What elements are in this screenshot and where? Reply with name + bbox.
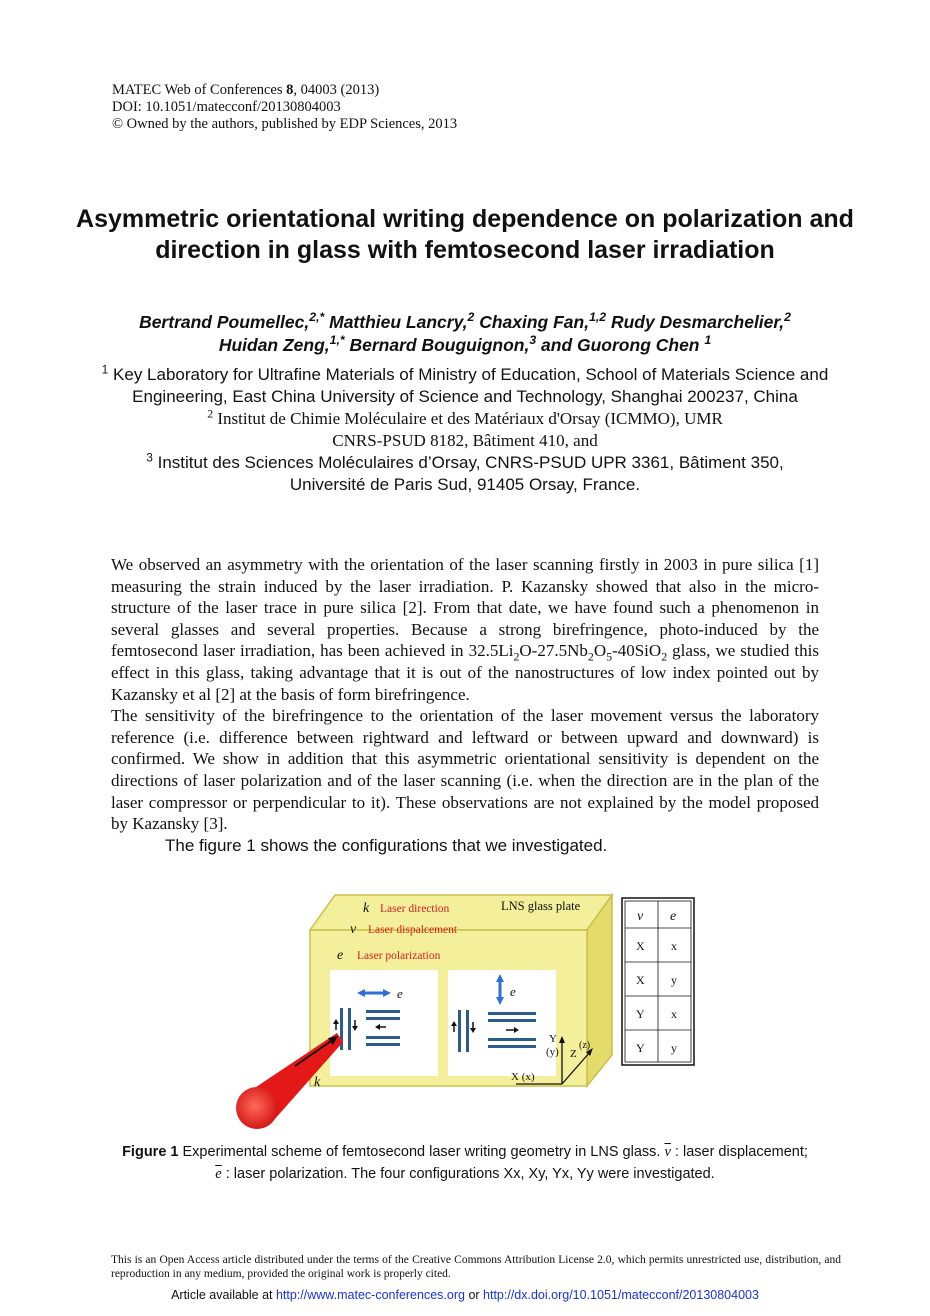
body-text <box>111 554 819 856</box>
affiliations <box>80 364 850 496</box>
table-header-e: e <box>670 909 677 924</box>
author: Chaxing Fan,$^{1,2}$ <box>474 310 607 332</box>
affiliation: $^1$ Key Laboratory for Ultrafine Materials of Ministry of Education, School of Materials Science and Engineering, East China University of Science and Technology, Shanghai 200237, China <box>101 362 829 406</box>
table-cell: x <box>671 939 677 953</box>
affiliation: $^2$ Institut de Chimie Moléculaire et des Matériaux d'Orsay (ICMMO), UMR CNRS-PSUD 8182, Bâtiment 410, and <box>207 406 723 450</box>
author: Matthieu Lancry,$^2$ <box>324 310 475 332</box>
journal-link[interactable]: http://www.matec-conferences.org <box>275 1288 465 1302</box>
author: Huidan Zeng,$^{1,*}$ <box>218 333 345 355</box>
svg-text:Z: Z <box>570 1048 577 1060</box>
table-header-v: v <box>637 909 644 924</box>
svg-text:(z): (z) <box>579 1040 591 1051</box>
paragraph: The sensitivity of the birefringence to the orientation of the laser movement versus the laboratory reference (i.e. difference between rightward and leftward or between upward and downward) is confirmed. We show in addition that this asymmetric orientational sensitivity is dependent on the directions of laser polarization and of the laser scanning (i.e. when the direction are in the plan of the laser compressor or perpendicular to it). These observations are not explained by the model proposed by Kazansky [3]. <box>111 706 819 834</box>
svg-text:Y: Y <box>549 1033 557 1045</box>
table-cell: y <box>671 1041 677 1055</box>
legend-laser-displacement: Laser dispalcement <box>368 924 458 936</box>
svg-text:k: k <box>314 1075 321 1090</box>
affiliation: $^3$ Institut des Sciences Moléculaires d’Orsay, CNRS-PSUD UPR 3361, Bâtiment 350, Université de Paris Sud, 91405 Orsay, France. <box>146 450 784 494</box>
paragraph: We observed an asymmetry with the orientation of the laser scanning firstly in 2003 in pure silica [1] measuring the strain induced by the laser irradiation. P. Kazansky showed that also in the micro-structure of the laser trace in pure silica [2]. From that date, we have found such a phenomenon in several glasses and several properties. Because a strong birefringence, photo-induced by the femtosecond laser irradiation, has been achieved in $32.5Li_2O-27.5Nb_2O_5-40SiO_2$ glass, we studied this effect in this glass, taking advantage that it is out of the nanostructures of low index pointed out by Kazansky et al [2] at the basis of form birefringence. <box>111 555 819 704</box>
paper-title: Asymmetric orientational writing dependence on polarization and direction in glass with femtosecond laser irradiation <box>76 205 854 264</box>
legend-laser-direction: Laser direction <box>380 903 450 915</box>
symbol-k: k <box>363 901 370 916</box>
author: Bernard Bouguignon,$^3$ <box>344 333 537 355</box>
plate-label: LNS glass plate <box>501 899 581 913</box>
table-cell: y <box>671 973 677 987</box>
figure-1 <box>230 890 700 1130</box>
article-availability: Article available at http://www.matec-conferences.org or http://dx.doi.org/10.1051/matecconf/20130804003 <box>171 1288 759 1302</box>
table-cell: X <box>636 939 645 953</box>
legend-laser-polarization: Laser polarization <box>357 950 441 962</box>
figure-caption: Figure 1 Experimental scheme of femtosecond laser writing geometry in LNS glass. $\overline{v}$ : laser displacement; $\overline{e}$ : laser polarization. The four configurations Xx, Xy, Yx, Yy were investigated. <box>122 1144 808 1182</box>
author: Rudy Desmarchelier,$^2$ <box>606 310 791 332</box>
doi-link[interactable]: http://dx.doi.org/10.1051/matecconf/20130804003 <box>483 1288 759 1302</box>
paragraph: The figure 1 shows the configurations that we investigated. <box>165 835 608 855</box>
configuration-table <box>622 898 694 1065</box>
doi: DOI: 10.1051/matecconf/20130804003 <box>112 99 341 115</box>
sample-panel-right <box>448 970 556 1076</box>
caption-label: Figure 1 <box>122 1144 179 1160</box>
table-cell: Y <box>636 1007 645 1021</box>
journal-citation: MATEC Web of Conferences 8, 04003 (2013) <box>112 82 380 98</box>
table-cell: Y <box>636 1041 645 1055</box>
journal-header <box>112 82 457 133</box>
table-cell: X <box>636 973 645 987</box>
svg-text:e: e <box>510 984 516 999</box>
copyright: © Owned by the authors, published by EDP Sciences, 2013 <box>112 116 458 132</box>
svg-text:X (x): X (x) <box>511 1071 535 1083</box>
license-notice: This is an Open Access article distributed under the terms of the Creative Commons Attribution License 2.0, which permits unrestricted use, distribution, and reproduction in any medium, provided the original work is properly cited. <box>111 1254 841 1280</box>
author: Bertrand Poumellec,$^{2,*}$ <box>139 310 325 332</box>
svg-text:(y): (y) <box>546 1046 559 1058</box>
symbol-v: v <box>350 922 357 937</box>
plate-side-face <box>587 895 612 1086</box>
author: and Guorong Chen $^1$ <box>536 333 712 355</box>
symbol-e: e <box>337 948 344 963</box>
sample-panel-left <box>330 970 438 1076</box>
table-cell: x <box>671 1007 677 1021</box>
author-list <box>60 311 870 357</box>
svg-text:e: e <box>397 986 403 1001</box>
